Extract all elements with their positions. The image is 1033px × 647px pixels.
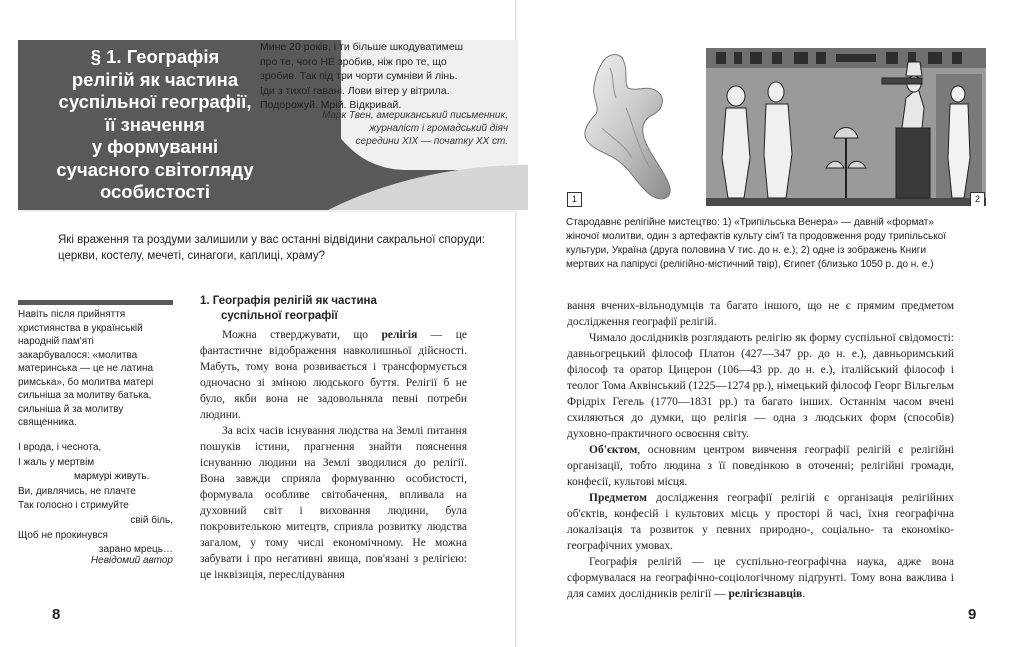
poem-author: Невідомий автор xyxy=(90,555,173,566)
title-line: § 1. Географія xyxy=(90,46,220,67)
trypillian-venus-figure xyxy=(566,48,688,206)
epigraph-author-line: середини XIX — початку XX ст. xyxy=(355,136,508,147)
sidebar-line: сильніша й за молитву xyxy=(18,403,124,415)
sidebar-line: Навіть після прийняття xyxy=(18,309,126,320)
left-body-text xyxy=(200,327,467,583)
sidebar-line: материнська — це не латина xyxy=(18,363,154,374)
body-paragraph: За всіх часів існування людства на Землі питання пошуків істини, прагнення знайти пояснення існуванню людини на Землі зводилися до релігії. Вона завжди сприяла формуванню особистості, формувала особливе світобачення, впливала на духовний світ і виховання людини, була покровителькою митецтв, сприяла розвитку людства загалом, у тому числі економічному. Не можна забувати і про негативні явища, пов'язані з релігією: це інквізиція, переслідування xyxy=(200,425,467,581)
sidebar-line: закарбувалося: «молитва xyxy=(18,349,138,361)
section-heading-line: суспільної географії xyxy=(221,310,338,322)
title-line: сучасного світогляду xyxy=(56,158,254,180)
caption-line: жіночої молитви, один з артефактів культу сім'ї та продовження роду трипільської xyxy=(566,231,947,242)
title-line: у формуванні xyxy=(91,136,219,157)
page-number-right: 9 xyxy=(968,606,977,623)
intro-question: Які враження та роздуми залишили у вас останні відвідини сакральної споруди: церкви, костелу, мечеті, синагоги, каплиці, храму? xyxy=(58,234,485,262)
sidebar-note xyxy=(18,308,173,430)
figure-caption xyxy=(566,216,986,272)
figure-badge-1: 1 xyxy=(567,192,582,207)
sidebar-poem xyxy=(18,441,173,558)
section-heading-line: 1. Географія релігій як частина xyxy=(200,295,377,307)
body-paragraph: Чимало дослідників розглядають релігію як форму суспільної свідомості: давньогрецький філософ Платон (427—347 рр. до н. е.), давньоримський філософ та оратор Цицерон (106—43 рр. до н. е.), італійський філософ і теолог Тома Аквінський (1225—1274 рр.), німецький філософ Георг Вільгельм Фрідріх Гегель (1770—1831 рр.) та багато інших. Останнім часом вчені схиляються до думки, що релігія — одна з людських форм (способів) духовно-практичного освоєння світу. xyxy=(567,332,954,440)
poem-line: Так голосно і стримуйте xyxy=(18,500,129,512)
title-line: її значення xyxy=(105,113,205,135)
epigraph-author-line: журналіст і громадський діяч xyxy=(369,123,508,134)
sidebar-divider xyxy=(18,300,173,305)
poem-line: зарано мрець… xyxy=(98,544,173,556)
epigraph-line: Іди з тихої гавані. Лови вітер у вітрила. xyxy=(260,84,450,97)
section-heading xyxy=(200,294,500,324)
sidebar-line: сильніша за молитву батька, xyxy=(18,390,152,401)
caption-line: мертвих на папірусі (релігійно-містичний твір), Єгипет (близько 1050 р. до н. е.) xyxy=(566,259,934,270)
epigraph-author xyxy=(270,109,508,148)
epigraph-line: Мине 20 років, і ти більше шкодуватимеш xyxy=(260,41,464,53)
sidebar-line: римська», бо молитва матері xyxy=(18,376,154,388)
poem-line: Ви, дивлячись, не плачте xyxy=(18,485,136,497)
epigraph-line: Подорожуй. Мрій. Відкривай. xyxy=(260,99,402,111)
poem-line: Щоб не прокинувся xyxy=(18,529,108,541)
sidebar-line: народній пам'яті xyxy=(18,336,94,347)
body-paragraph: Об'єктом, основним центром вивчення географії релігій є релігійні організації, тобто людина з її поведінкою в оточенні; релігійні громади, конфесії, культові місця. xyxy=(567,444,954,488)
epigraph-line: зробив. Так під три чорти сумніви й лінь. xyxy=(260,70,458,82)
caption-line: культури, Україна (друга половина V тис. до н. е.); 2) одне із зображень Книги xyxy=(566,245,927,256)
caption-line: Стародавнє релігійне мистецтво: 1) «Трипільська Венера» — давній «формат» xyxy=(566,217,934,228)
right-body-text xyxy=(567,298,954,602)
epigraph-author-line: Марк Твен, американський письменник, xyxy=(321,110,508,121)
epigraph xyxy=(260,40,510,113)
poem-line: мармурі живуть. xyxy=(74,471,150,483)
body-paragraph: Можна стверджувати, що релігія — це фантастичне відображення навколишньої дійсності. Мабуть, тому вона розвивається і трансформується одночасно зі зміною людського буття. Релігії б не було, якби вона не задовольняла певні потреби людини. xyxy=(200,329,467,421)
page-number-left: 8 xyxy=(52,606,61,623)
title-line: релігій як частина xyxy=(71,68,239,90)
poem-line: І жаль у мертвім xyxy=(18,456,95,468)
body-paragraph: вання вчених-вільнодумців та багато іншого, що не є прямим предметом дослідження географії релігій. xyxy=(567,300,954,328)
figure-badge-2: 2 xyxy=(970,192,985,206)
body-paragraph: Предметом дослідження географії релігій є організація релігійних об'єктів, конфесій і культових місць у просторі й часі, їхня географічна локалізація та розвиток у певних природно-, соціально- та економіко-географічних умовах. xyxy=(567,492,954,552)
poem-line: І врода, і чеснота, xyxy=(18,442,102,453)
poem-line: свій біль, xyxy=(130,514,173,526)
book-of-dead-papyrus xyxy=(706,48,986,206)
title-line: суспільної географії, xyxy=(58,91,252,112)
sidebar-line: священника. xyxy=(18,417,77,428)
title-line: особистості xyxy=(99,181,211,202)
epigraph-line: про те, чого НЕ зробив, ніж про те, що xyxy=(260,55,447,68)
sidebar-line: християнства в українській xyxy=(18,322,143,334)
chapter-title xyxy=(30,46,280,204)
body-paragraph: Географія релігій — це суспільно-географічна наука, адже вона сформувалася на географічно-соціологічному підґрунті. Тому вона важлива і для самих дослідників релігії — релігієзнавців. xyxy=(567,556,954,600)
